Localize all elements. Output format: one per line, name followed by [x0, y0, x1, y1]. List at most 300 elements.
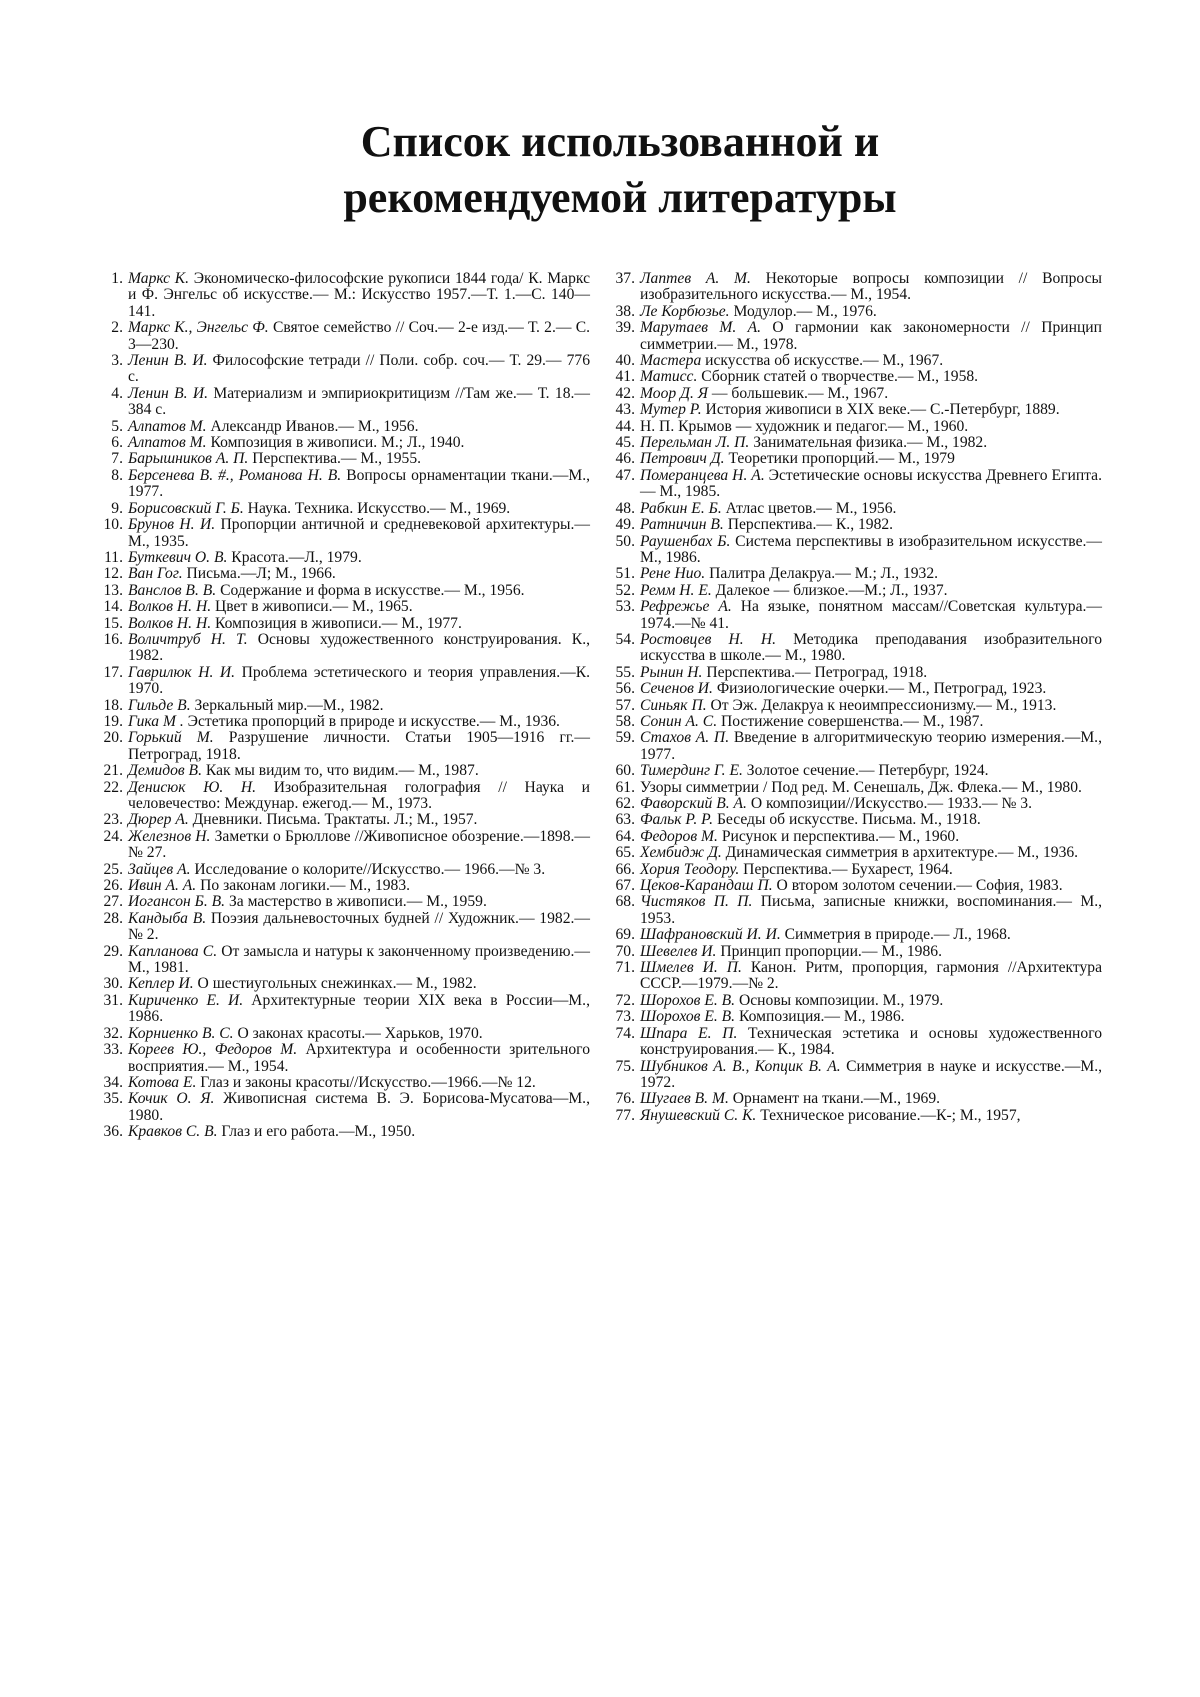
- entry-text: Основы художественного конструирования. К., 1982.: [128, 630, 590, 665]
- entry-author: Рефрежье А.: [640, 598, 732, 616]
- entry-number: 10.: [103, 516, 123, 534]
- entry-author: Кириченко Е. И.: [128, 991, 244, 1009]
- bibliography-entry: [100, 780, 590, 813]
- bibliography-entry: [612, 714, 1102, 730]
- bibliography-entry: [612, 534, 1102, 567]
- entry-author: Мастера: [640, 352, 702, 370]
- entry-text: Проблема эстетического и теория управления.—К. 1970.: [128, 663, 590, 698]
- bibliography-entry: [612, 862, 1102, 878]
- entry-text: Сборник статей о творчестве.— М., 1958.: [697, 368, 979, 386]
- entry-number: 13.: [103, 581, 123, 599]
- entry-text: О законах красоты.— Харьков, 1970.: [233, 1024, 483, 1042]
- entry-number: 68.: [615, 893, 635, 911]
- entry-author: Ивин А. А.: [128, 877, 197, 895]
- entry-text: Эстетические основы искусства Древнего Египта.— М., 1985.: [640, 466, 1102, 501]
- entry-text: Атлас цветов.— М., 1956.: [721, 499, 897, 517]
- entry-author: Буткевич О. В.: [128, 548, 228, 566]
- bibliography-entry: [100, 550, 590, 566]
- entry-text: Композиция.— М., 1986.: [735, 1008, 905, 1026]
- entry-author: Алпатов М.: [128, 434, 207, 452]
- entry-text: Некоторые вопросы композиции // Вопросы изобразительного искусства.— М., 1954.: [640, 270, 1103, 304]
- bibliography-entry: [100, 763, 590, 779]
- bibliography-entry: [100, 1026, 590, 1042]
- entry-author: Денисюк Ю. Н.: [128, 778, 257, 796]
- entry-text: Техническое рисование.—К-; М., 1957,: [756, 1106, 1021, 1124]
- entry-text: За мастерство в живописи.— М., 1959.: [225, 893, 487, 911]
- entry-number: 27.: [103, 893, 123, 911]
- entry-author: Шорохов Е. В.: [640, 1008, 736, 1026]
- bibliography-entry: [100, 714, 590, 730]
- entry-author: Раушенбах Б.: [640, 532, 731, 550]
- entry-text: Наука. Техника. Искусство.— М., 1969.: [243, 499, 511, 517]
- entry-number: 63.: [615, 811, 635, 829]
- entry-number: 32.: [103, 1024, 123, 1042]
- entry-text: Симметрия в природе.— Л., 1968.: [780, 926, 1011, 944]
- entry-text: История живописи в XIX веке.— С.-Петербург, 1889.: [701, 401, 1060, 419]
- bibliography-entry: [100, 566, 590, 582]
- bibliography-entry: [100, 894, 590, 910]
- entry-author: Железнов Н.: [128, 827, 211, 845]
- entry-author: Кравков С. В.: [128, 1123, 218, 1141]
- entry-text: Принцип пропорции.— М., 1986.: [716, 942, 942, 960]
- entry-text: Палитра Делакруа.— М.; Л., 1932.: [705, 565, 939, 583]
- bibliography-entry: [100, 1075, 590, 1091]
- bibliography-entry: [612, 271, 1102, 304]
- entry-author: Сеченов И.: [640, 680, 713, 698]
- bibliography-entry: [100, 435, 590, 451]
- entry-number: 11.: [104, 548, 123, 566]
- entry-number: 35.: [103, 1090, 123, 1108]
- entry-text: Рисунок и перспектива.— М., 1960.: [717, 827, 960, 845]
- entry-number: 38.: [615, 302, 635, 320]
- entry-text: — большевик.— М., 1967.: [708, 384, 889, 402]
- entry-text: Методика преподавания изобразительного искусства в школе.— М., 1980.: [640, 630, 1102, 665]
- bibliography-entry: [612, 386, 1102, 402]
- entry-author: Чистяков П. П.: [640, 893, 753, 911]
- entry-number: 59.: [615, 729, 635, 747]
- bibliography-entry: [612, 369, 1102, 385]
- bibliography-entry: [100, 730, 590, 763]
- bibliography-entry: [100, 665, 590, 698]
- bibliography-entry: [612, 583, 1102, 599]
- bibliography-entry: [612, 665, 1102, 681]
- entry-author: Гика М .: [128, 712, 184, 730]
- entry-text: На языке, понятном массам//Советская культура.— 1974.—№ 41.: [640, 598, 1102, 632]
- entry-text: По законам логики.— М., 1983.: [196, 877, 411, 895]
- bibliography-entry: [612, 829, 1102, 845]
- entry-author: Шубников А. В., Копцик В. А.: [640, 1057, 841, 1075]
- entry-number: 12.: [103, 565, 123, 583]
- entry-text: Динамическая симметрия в архитектуре.— М., 1936.: [721, 844, 1079, 862]
- entry-number: 42.: [615, 384, 635, 402]
- entry-author: Котова Е.: [128, 1073, 197, 1091]
- entry-author: Зайцев А.: [128, 860, 191, 878]
- entry-text: Техническая эстетика и основы художественного конструирования.— К., 1984.: [640, 1024, 1102, 1059]
- entry-text: Постижение совершенства.— М., 1987.: [717, 712, 984, 730]
- entry-author: Гильде В.: [128, 696, 191, 714]
- bibliography-entry: [612, 796, 1102, 812]
- entry-text: Далекое — близкое.—М.; Л., 1937.: [711, 581, 948, 599]
- entry-author: Ратничин В.: [640, 516, 724, 534]
- bibliography-entry: [612, 451, 1102, 467]
- entry-text: Эстетика пропорций в природе и искусстве.— М., 1936.: [183, 712, 560, 730]
- entry-number: 17.: [103, 663, 123, 681]
- entry-number: 41.: [615, 368, 635, 386]
- bibliography-entry: [100, 501, 590, 517]
- entry-author: Капланова С.: [128, 942, 218, 960]
- entry-number: 57.: [615, 696, 635, 714]
- entry-number: 30.: [103, 975, 123, 993]
- entry-number: 6.: [111, 434, 123, 452]
- entry-number: 69.: [615, 926, 635, 944]
- entry-number: 51.: [615, 565, 635, 583]
- entry-number: 70.: [615, 942, 635, 960]
- bibliography-entry: [100, 878, 590, 894]
- bibliography-entry: [612, 763, 1102, 779]
- entry-author: Моор Д. Я: [640, 384, 709, 402]
- entry-author: Кандыба В.: [128, 909, 207, 927]
- entry-number: 4.: [111, 384, 123, 402]
- entry-text: Канон. Ритм, пропорция, гармония //Архитектура СССР.—1979.—№ 2.: [640, 959, 1102, 993]
- bibliography-entry: [100, 993, 590, 1026]
- bibliography-entry: [612, 599, 1102, 632]
- bibliography-entry: [612, 320, 1102, 353]
- entry-number: 1.: [111, 270, 123, 287]
- entry-number: 7.: [111, 450, 123, 468]
- bibliography-entry: [612, 927, 1102, 943]
- entry-number: 53.: [615, 598, 635, 616]
- entry-author: Стахов А. П.: [640, 729, 730, 747]
- entry-number: 3.: [111, 352, 123, 370]
- entry-number: 16.: [103, 630, 123, 648]
- entry-number: 9.: [111, 499, 123, 517]
- entry-number: 48.: [615, 499, 635, 517]
- entry-text: Письма.—Л; М., 1966.: [182, 565, 336, 583]
- entry-text: Архитектурные теории XIX века в России—М., 1986.: [128, 991, 590, 1026]
- entry-number: 44.: [615, 417, 635, 435]
- bibliography-entry: [612, 780, 1102, 796]
- entry-author: Шугаев В. М.: [640, 1090, 729, 1108]
- entry-author: Ленин В. И.: [128, 352, 208, 370]
- entry-text: О композиции//Искусство.— 1933.— № 3.: [746, 795, 1032, 812]
- entry-text: Основы композиции. М., 1979.: [735, 991, 944, 1009]
- entry-number: 29.: [103, 942, 123, 960]
- entry-number: 55.: [615, 663, 635, 681]
- entry-number: 74.: [615, 1024, 635, 1042]
- entry-author: Волков Н. Н.: [128, 614, 212, 632]
- bibliography-entry: [100, 1091, 590, 1124]
- bibliography-entry: [100, 1042, 590, 1075]
- entry-author: Кореев Ю., Федоров М.: [128, 1041, 298, 1059]
- entry-number: 75.: [615, 1057, 635, 1075]
- entry-number: 22.: [103, 778, 123, 796]
- entry-author: Иогансон Б. В.: [128, 893, 226, 911]
- bibliography-entry: [612, 1091, 1102, 1107]
- entry-number: 52.: [615, 581, 635, 599]
- entry-number: 39.: [615, 319, 635, 337]
- entry-author: Ванслов В. В.: [128, 581, 217, 599]
- entry-text: Перспектива.— К., 1982.: [723, 516, 894, 534]
- bibliography-entry: [612, 845, 1102, 861]
- entry-author: Барышников А. П.: [128, 450, 249, 468]
- bibliography-entry: [100, 911, 590, 944]
- entry-author: Петрович Д.: [640, 450, 725, 468]
- entry-number: 28.: [103, 909, 123, 927]
- bibliography-entry: [100, 271, 590, 320]
- entry-author: Кеплер И.: [128, 975, 194, 993]
- entry-author: Алпатов М.: [128, 417, 207, 435]
- entry-number: 61.: [615, 778, 635, 796]
- entry-text: Содержание и форма в искусстве.— М., 1956.: [216, 581, 525, 599]
- bibliography-entry: [100, 468, 590, 501]
- bibliography-entry: [612, 1009, 1102, 1025]
- entry-text: Вопросы орнаментации ткани.—М., 1977.: [128, 466, 590, 501]
- entry-author: Ван Гог.: [128, 565, 183, 583]
- entry-number: 2.: [111, 319, 123, 337]
- bibliography-entry: [612, 1108, 1102, 1124]
- entry-text: Зеркальный мир.—М., 1982.: [190, 696, 384, 714]
- entry-text: Пропорции античной и средневековой архитектуры.— М., 1935.: [128, 516, 590, 550]
- entry-text: Глаз и законы красоты//Искусство.—1966.—№ 12.: [196, 1073, 536, 1091]
- entry-author: Ремм Н. Е.: [640, 581, 712, 599]
- bibliography-entry: [100, 353, 590, 386]
- entry-author: Берсенева В. #., Романова Н. В.: [128, 466, 342, 484]
- entry-text: Модулор.— М., 1976.: [729, 302, 877, 320]
- entry-author: Шевелев И.: [640, 942, 717, 960]
- bibliography-entry: [612, 894, 1102, 927]
- entry-number: 26.: [103, 877, 123, 895]
- bibliography-entry: [100, 451, 590, 467]
- entry-author: Синьяк П.: [640, 696, 707, 714]
- entry-number: 65.: [615, 844, 635, 862]
- entry-author: Федоров М.: [640, 827, 718, 845]
- entry-text: Перспектива.— Бухарест, 1964.: [739, 860, 953, 878]
- entry-text: Композиция в живописи. М.; Л., 1940.: [206, 434, 465, 452]
- bibliography-entry: [100, 1124, 590, 1140]
- entry-text: Н. П. Крымов — художник и педагог.— М., 1960.: [640, 417, 969, 435]
- entry-number: 5.: [111, 417, 123, 435]
- bibliography-entry: [612, 812, 1102, 828]
- entry-author: Померанцева Н. А.: [640, 466, 765, 484]
- entry-text: Введение в алгоритмическую теорию измерения.—М., 1977.: [640, 729, 1102, 763]
- bibliography-entry: [612, 419, 1102, 435]
- entry-text: Композиция в живописи.— М., 1977.: [211, 614, 462, 632]
- entry-text: Цвет в живописи.— М., 1965.: [211, 598, 413, 616]
- entry-text: Заметки о Брюллове //Живописное обозрение.—1898.—№ 27.: [128, 827, 590, 862]
- entry-number: 18.: [103, 696, 123, 714]
- entry-number: 21.: [103, 762, 123, 780]
- entry-number: 46.: [615, 450, 635, 468]
- entry-number: 23.: [103, 811, 123, 829]
- bibliography-entry: [100, 517, 590, 550]
- entry-number: 56.: [615, 680, 635, 698]
- bibliography-entry: [612, 1026, 1102, 1059]
- entry-text: Исследование о колорите//Искусство.— 1966.—№ 3.: [190, 860, 546, 878]
- entry-number: 58.: [615, 712, 635, 730]
- entry-number: 73.: [615, 1008, 635, 1026]
- entry-text: От замысла и натуры к законченному произведению.— М., 1981.: [128, 942, 590, 977]
- entry-text: Дневники. Письма. Трактаты. Л.; М., 1957.: [188, 811, 478, 829]
- entry-text: Святое семейство // Соч.— 2-е изд.— Т. 2.— С. 3—230.: [128, 319, 590, 353]
- entry-number: 71.: [615, 959, 635, 977]
- entry-author: Сонин А. С.: [640, 712, 718, 730]
- entry-author: Матисс.: [640, 368, 698, 386]
- bibliography-entry: [612, 698, 1102, 714]
- entry-number: 62.: [615, 795, 635, 812]
- entry-number: 72.: [615, 991, 635, 1009]
- entry-number: 19.: [103, 712, 123, 730]
- bibliography-entry: [100, 862, 590, 878]
- entry-text: Экономическо-философские рукописи 1844 года/ К. Маркс и Ф. Энгельс об искусстве.— М.: Искусство 1957.—Т. 1.—С. 140—141.: [128, 270, 590, 320]
- entry-author: Шмелев И. П.: [640, 959, 742, 977]
- bibliography-entry: [612, 730, 1102, 763]
- page-title-line-1: Список использованной и: [360, 117, 880, 166]
- entry-author: Воличтруб Н. Т.: [128, 630, 248, 648]
- bibliography-entry: [612, 632, 1102, 665]
- entry-text: От Эж. Делакруа к неоимпрессионизму.— М., 1913.: [706, 696, 1057, 714]
- bibliography-entry: [612, 353, 1102, 369]
- entry-number: 49.: [615, 516, 635, 534]
- entry-text: Физиологические очерки.— М., Петроград, 1923.: [712, 680, 1047, 698]
- entry-text: О гармонии как закономерности // Принцип симметрии.— М., 1978.: [640, 319, 1102, 353]
- bibliography-entry: [100, 599, 590, 615]
- entry-author: Фальк Р. Р.: [640, 811, 714, 829]
- entry-number: 76.: [615, 1090, 635, 1108]
- bibliography-entry: [100, 616, 590, 632]
- bibliography-entry: [100, 583, 590, 599]
- entry-text: Красота.—Л., 1979.: [227, 548, 362, 566]
- bibliography-entry: [100, 632, 590, 665]
- entry-author: Рене Нио.: [640, 565, 706, 583]
- entry-author: Демидов В.: [128, 762, 202, 780]
- entry-number: 33.: [103, 1041, 123, 1059]
- bibliography-entry: [100, 386, 590, 419]
- bibliography-entry: [100, 812, 590, 828]
- entry-number: 47.: [615, 466, 635, 484]
- bibliography-entry: [100, 944, 590, 977]
- page-title-line-2: рекомендуемой литературы: [343, 173, 897, 222]
- entry-text: Система перспективы в изобразительном искусстве.— М., 1986.: [640, 532, 1102, 566]
- page-title: [300, 114, 940, 226]
- entry-number: 8.: [111, 466, 123, 484]
- bibliography-column-right: [612, 271, 1102, 1124]
- entry-author: Шафрановский И. И.: [640, 926, 781, 944]
- entry-text: Александр Иванов.— М., 1956.: [206, 417, 419, 435]
- bibliography-column-left: [100, 271, 590, 1141]
- entry-number: 20.: [103, 729, 123, 747]
- entry-number: 50.: [615, 532, 635, 550]
- entry-number: 14.: [103, 598, 123, 616]
- entry-author: Мутер Р.: [640, 401, 702, 419]
- bibliography-entry: [100, 829, 590, 862]
- entry-author: Кочик О. Я.: [128, 1090, 215, 1108]
- entry-author: Ле Корбюзье.: [640, 302, 730, 320]
- entry-author: Корниенко В. С.: [128, 1024, 234, 1042]
- entry-text: Как мы видим то, что видим.— М., 1987.: [201, 762, 479, 780]
- entry-text: Глаз и его работа.—М., 1950.: [217, 1123, 416, 1141]
- entry-text: Живописная система В. Э. Борисова-Мусатова—М., 1980.: [128, 1090, 590, 1124]
- entry-text: Письма, записные книжки, воспоминания.— М., 1953.: [640, 893, 1102, 927]
- bibliography-entry: [612, 468, 1102, 501]
- entry-text: Перспектива.— М., 1955.: [248, 450, 422, 468]
- bibliography-entry: [100, 976, 590, 992]
- entry-author: Горький М.: [128, 729, 214, 747]
- bibliography-entry: [100, 419, 590, 435]
- entry-text: Изобразительная голография // Наука и человечество: Междунар. ежегод.— М., 1973.: [128, 778, 591, 812]
- entry-author: Марутаев М. А.: [640, 319, 762, 337]
- entry-author: Борисовский Г. Б.: [128, 499, 244, 517]
- entry-number: 37.: [615, 270, 635, 287]
- entry-author: Рабкин Е. Б.: [640, 499, 722, 517]
- bibliography-entry: [612, 681, 1102, 697]
- entry-number: 64.: [615, 827, 635, 845]
- entry-text: Орнамент на ткани.—М., 1969.: [728, 1090, 941, 1108]
- entry-author: Фаворский В. А.: [640, 795, 747, 812]
- entry-number: 15.: [103, 614, 123, 632]
- bibliography-entry: [612, 878, 1102, 894]
- bibliography-entry: [100, 698, 590, 714]
- entry-author: Цеков-Карандаш П.: [640, 877, 773, 895]
- bibliography-entry: [612, 435, 1102, 451]
- entry-text: Философские тетради // Поли. собр. соч.— Т. 29.— 776 с.: [128, 352, 590, 386]
- entry-author: Янушевский С. К.: [640, 1106, 757, 1124]
- entry-author: Маркс К.: [128, 270, 189, 287]
- entry-text: Разрушение личности. Статьи 1905—1916 гг.— Петроград, 1918.: [128, 729, 590, 763]
- bibliography-entry: [612, 944, 1102, 960]
- entry-number: 77.: [615, 1106, 635, 1124]
- bibliography-entry: [100, 320, 590, 353]
- entry-number: 36.: [103, 1123, 123, 1141]
- entry-number: 45.: [615, 434, 635, 452]
- entry-number: 24.: [103, 827, 123, 845]
- entry-author: Волков Н. Н.: [128, 598, 212, 616]
- entry-number: 31.: [103, 991, 123, 1009]
- entry-text: Теоретики пропорций.— М., 1979: [724, 450, 955, 468]
- entry-author: Маркс К., Энгельс Ф.: [128, 319, 269, 337]
- entry-author: Перельман Л. П.: [640, 434, 750, 452]
- entry-author: Шорохов Е. В.: [640, 991, 736, 1009]
- entry-text: Занимательная физика.— М., 1982.: [749, 434, 988, 452]
- entry-author: Ленин В. И.: [128, 384, 209, 402]
- entry-author: Гаврилюк Н. И.: [128, 663, 236, 681]
- entry-text: Материализм и эмпириокритицизм //Там же.— Т. 18.—384 с.: [128, 384, 590, 419]
- entry-author: Брунов Н. И.: [128, 516, 216, 534]
- entry-author: Хембидж Д.: [640, 844, 722, 862]
- entry-number: 54.: [615, 630, 635, 648]
- entry-author: Дюрер А.: [128, 811, 189, 829]
- entry-author: Лаптев А. М.: [640, 270, 751, 287]
- entry-number: 66.: [615, 860, 635, 878]
- entry-text: Симметрия в науке и искусстве.—М., 1972.: [640, 1057, 1102, 1091]
- bibliography-entry: [612, 304, 1102, 320]
- entry-text: О втором золотом сечении.— София, 1983.: [772, 877, 1063, 895]
- bibliography-entry: [612, 402, 1102, 418]
- entry-text: Поэзия дальневосточных будней // Художник.— 1982.—№ 2.: [128, 909, 590, 944]
- entry-text: искусства об искусстве.— М., 1967.: [701, 352, 944, 370]
- bibliography-entry: [612, 501, 1102, 517]
- entry-text: О шестиугольных снежинках.— М., 1982.: [193, 975, 477, 993]
- entry-author: Ростовцев Н. Н.: [640, 630, 776, 648]
- entry-text: Золотое сечение.— Петербург, 1924.: [742, 762, 989, 780]
- entry-number: 34.: [103, 1073, 123, 1091]
- entry-text: Узоры симметрии / Под ред. М. Сенешаль, Дж. Флека.— М., 1980.: [640, 778, 1082, 796]
- entry-author: Тимердинг Г. Е.: [640, 762, 743, 780]
- entry-text: Архитектура и особенности зрительного восприятия.— М., 1954.: [128, 1041, 590, 1075]
- entry-number: 40.: [615, 352, 635, 370]
- entry-author: Шпара Е. П.: [640, 1024, 738, 1042]
- bibliography-entry: [612, 993, 1102, 1009]
- entry-number: 25.: [103, 860, 123, 878]
